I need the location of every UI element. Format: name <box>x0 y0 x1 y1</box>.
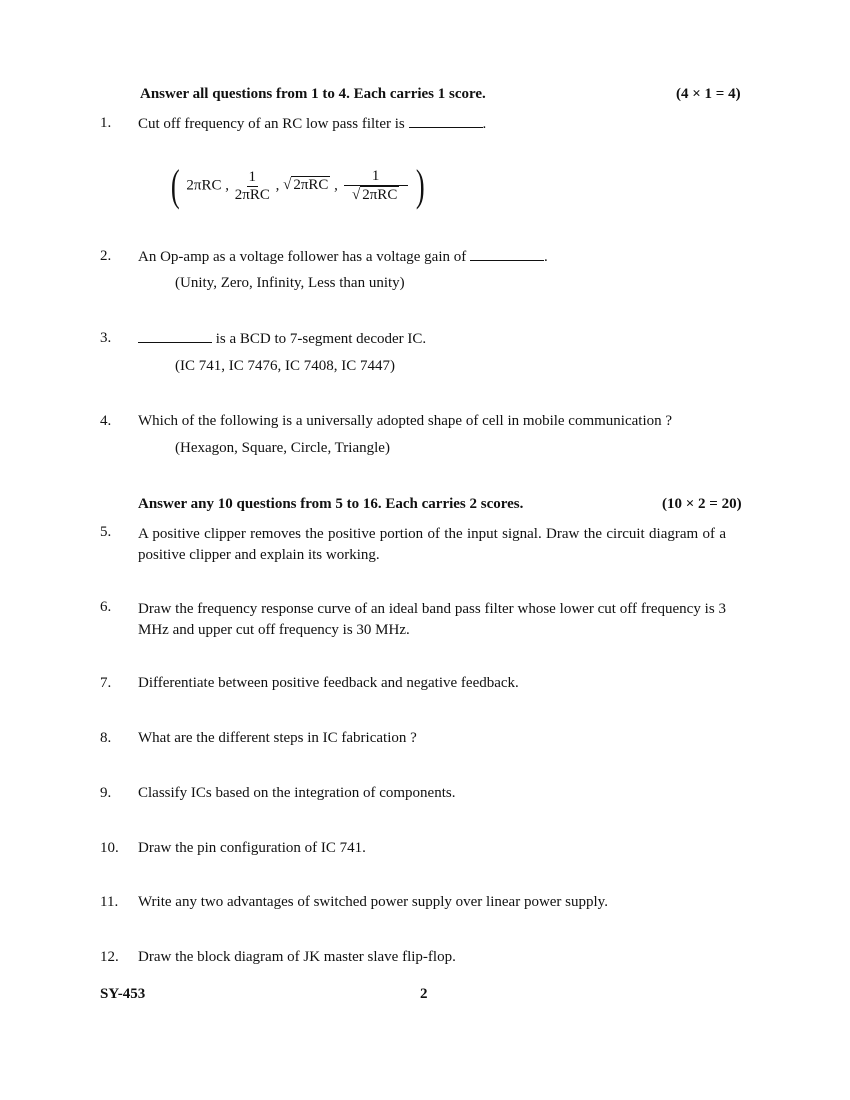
answer-blank <box>470 248 544 261</box>
question-12 <box>0 949 850 971</box>
question-number: 10. <box>100 840 119 856</box>
page-number: 2 <box>420 986 428 1002</box>
question-text: Classify ICs based on the integration of components. <box>138 785 456 801</box>
answer-blank <box>409 115 483 128</box>
section-b-instruction: Answer any 10 questions from 5 to 16. Each carries 2 scores. <box>138 496 524 512</box>
sqrt-argument: 2πRC <box>362 187 398 203</box>
question-2 <box>0 248 850 270</box>
question-9 <box>0 785 850 807</box>
q1-options-formula <box>168 161 428 210</box>
answer-blank <box>138 330 212 343</box>
question-text: Draw the frequency response curve of an ideal band pass filter whose lower cut off frequency is 3 MHz and upper cut off frequency is 30 MHz. <box>138 601 726 638</box>
question-text: Cut off frequency of an RC low pass filter is <box>138 116 405 132</box>
fraction-numerator: 1 <box>248 168 257 185</box>
question-2-options: (Unity, Zero, Infinity, Less than unity) <box>175 275 405 291</box>
question-10 <box>0 840 850 862</box>
separator: , <box>334 177 338 194</box>
question-number: 1. <box>100 115 112 131</box>
section-a-marks: (4 × 1 = 4) <box>676 86 741 102</box>
question-number: 4. <box>100 413 112 429</box>
question-text: Write any two advantages of switched power supply over linear power supply. <box>138 894 608 910</box>
section-b-marks: (10 × 2 = 20) <box>662 496 742 512</box>
question-text: What are the different steps in IC fabrication ? <box>138 730 417 746</box>
question-text: is a BCD to 7-segment decoder IC. <box>215 331 427 347</box>
question-4 <box>0 413 850 435</box>
sqrt-argument: 2πRC <box>293 177 329 194</box>
question-number: 11. <box>100 894 119 910</box>
question-4-options: (Hexagon, Square, Circle, Triangle) <box>175 440 390 456</box>
question-3 <box>0 330 850 352</box>
separator: , <box>225 177 229 194</box>
question-11 <box>0 894 850 916</box>
question-7 <box>0 675 850 697</box>
question-text: An Op-amp as a voltage follower has a voltage gain of <box>138 249 467 265</box>
question-text: Draw the block diagram of JK master slave flip-flop. <box>138 949 456 965</box>
question-number: 6. <box>100 599 112 615</box>
separator: , <box>275 177 280 194</box>
question-number: 2. <box>100 248 112 264</box>
question-1 <box>0 115 850 137</box>
option-fraction <box>235 169 270 204</box>
question-text-end: . <box>482 116 487 132</box>
question-3-options: (IC 741, IC 7476, IC 7408, IC 7447) <box>175 358 395 374</box>
question-text: Draw the pin configuration of IC 741. <box>138 840 366 856</box>
option-fraction-sqrt <box>344 168 408 204</box>
section-a-instruction: Answer all questions from 1 to 4. Each carries 1 score. <box>140 86 486 102</box>
question-8 <box>0 730 850 752</box>
fraction-denominator: 2πRC <box>234 186 270 203</box>
question-text: Differentiate between positive feedback and negative feedback. <box>138 675 519 691</box>
option-2pirc: 2πRC <box>186 177 222 194</box>
question-number: 8. <box>100 730 112 746</box>
question-number: 3. <box>100 330 112 346</box>
sqrt-icon: √ <box>352 187 361 203</box>
close-paren: ) <box>416 161 426 210</box>
question-number: 12. <box>100 949 119 965</box>
option-sqrt <box>283 177 330 193</box>
question-text-end: . <box>543 249 548 265</box>
question-number: 9. <box>100 785 112 801</box>
fraction-denominator-sqrt <box>352 186 399 204</box>
fraction-numerator: 1 <box>344 168 408 186</box>
question-text: A positive clipper removes the positive portion of the input signal. Draw the circuit diagram of a positive clipper and explain its working. <box>138 526 726 563</box>
sqrt-icon: √ <box>283 177 292 194</box>
question-text: Which of the following is a universally adopted shape of cell in mobile communication ? <box>138 413 673 429</box>
paper-code: SY-453 <box>100 986 146 1002</box>
question-number: 5. <box>100 524 112 540</box>
question-number: 7. <box>100 675 112 691</box>
open-paren: ( <box>170 161 180 210</box>
